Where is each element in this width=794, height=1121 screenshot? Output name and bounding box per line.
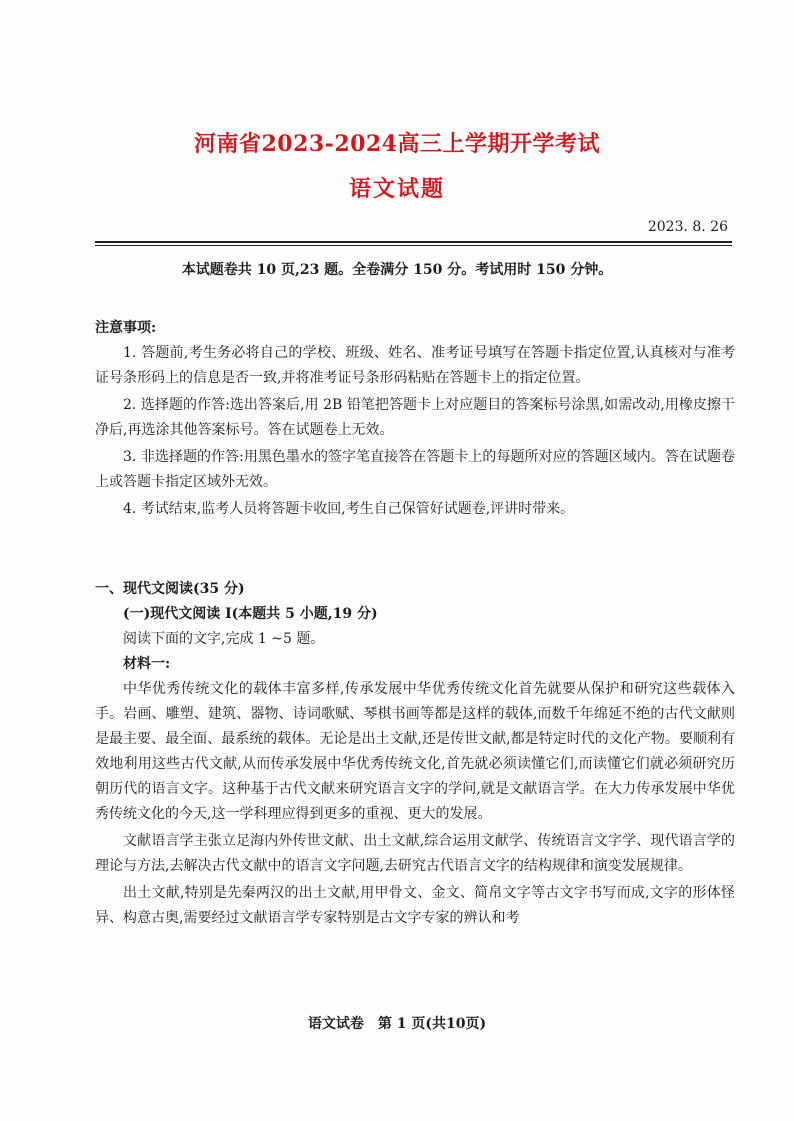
material-label: 材料一: (123, 656, 171, 672)
reading-section (95, 577, 735, 931)
exam-intro: 本试题卷共 10 页,23 题。全卷满分 150 分。考试用时 150 分钟。 (181, 262, 613, 278)
notice-section (95, 316, 735, 522)
notice-item-4: 4. 考试结束,监考人员将答题卡收回,考生自己保管好试题卷,评讲时带来。 (123, 501, 575, 517)
notice-item-1: 1. 答题前,考生务必将自己的学校、班级、姓名、准考证号填写在答题卡指定位置,认真核对与准考证号条形码上的信息是否一致,并将准考证号条形码粘贴在答题卡上的指定位置。 (95, 345, 735, 386)
paragraph-2: 文献语言学主张立足海内外传世文献、出土文献,综合运用文献学、传统语言文字学、现代语言学的理论与方法,去解决古代文献中的语言文字问题,去研究古代语言文字的结构规律和演变发展规律。 (95, 833, 735, 874)
notice-item-2: 2. 选择题的作答:选出答案后,用 2B 铅笔把答题卡上对应题目的答案标号涂黑,如需改动,用橡皮擦干净后,再选涂其他答案标号。答在试题卷上无效。 (95, 397, 735, 438)
exam-date: 2023. 8. 26 (647, 219, 728, 235)
paragraph-1: 中华优秀传统文化的载体丰富多样,传承发展中华优秀传统文化首先就要从保护和研究这些载体入手。岩画、雕塑、建筑、器物、诗词歌赋、琴棋书画等都是这样的载体,而数千年绵延不绝的古代文献则是最主要、最全面、最系统的载体。无论是出土文献,还是传世文献,都是特定时代的文化产物。要顺利有效地利用这些古代文献,从而传承发展中华优秀传统文化,首先就必须读懂它们,而读懂它们就必须研究历朝历代的语言文字。这种基于古代文献来研究语言文字的学问,就是文献语言学。在大力传承发展中华优秀传统文化的今天,这一学科理应得到更多的重视、更大的发展。 (95, 681, 735, 822)
exam-title: 河南省2023-2024高三上学期开学考试 (193, 131, 601, 157)
section-heading: 一、现代文阅读(35 分) (95, 581, 245, 597)
paragraph-3: 出土文献,特别是先秦两汉的出土文献,用甲骨文、金文、简帛文字等古文字书写而成,文字的形体怪异、构意古奥,需要经过文献语言学专家特别是古文字专家的辨认和考 (95, 885, 735, 926)
header-divider-thin (95, 245, 732, 246)
header-divider-thick (95, 241, 732, 243)
notice-item-3: 3. 非选择题的作答:用黑色墨水的签字笔直接答在答题卡上的每题所对应的答题区域内。答在试题卷上或答题卡指定区域外无效。 (95, 449, 735, 490)
notice-heading: 注意事项: (95, 320, 157, 336)
exam-subtitle: 语文试题 (348, 176, 445, 202)
page-footer: 语文试卷 第 1 页(共10页) (307, 1016, 487, 1032)
section-instruction: 阅读下面的文字,完成 1 ~5 题。 (123, 631, 325, 647)
section-subheading: (一)现代文阅读 I(本题共 5 小题,19 分) (123, 606, 378, 622)
